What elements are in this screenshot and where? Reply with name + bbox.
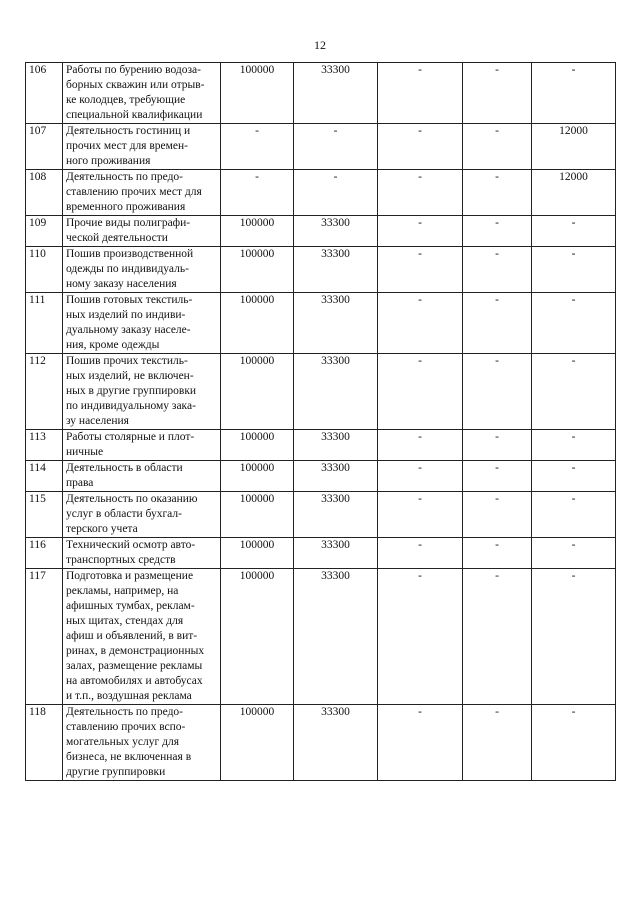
value-cell-3 bbox=[378, 569, 463, 705]
value-text: - bbox=[571, 294, 576, 306]
value-cell-4 bbox=[463, 354, 532, 430]
table-row bbox=[26, 247, 616, 293]
value-text: 100000 bbox=[239, 431, 275, 443]
value-text: 100000 bbox=[239, 248, 275, 260]
value-cell-3 bbox=[378, 538, 463, 569]
row-number-cell bbox=[26, 461, 63, 492]
value-text: - bbox=[333, 171, 338, 183]
value-cell-5 bbox=[532, 124, 616, 170]
activity-name-line: зу населения bbox=[66, 415, 129, 427]
value-cell-4 bbox=[463, 293, 532, 354]
value-cell-4 bbox=[463, 705, 532, 781]
value-cell-3 bbox=[378, 170, 463, 216]
table-row bbox=[26, 293, 616, 354]
value-text: - bbox=[571, 64, 576, 76]
activity-name-line: услуг в области бухгал- bbox=[66, 508, 182, 520]
value-text: - bbox=[418, 217, 422, 229]
activity-name-line: рекламы, например, на bbox=[66, 585, 179, 597]
value-cell-2 bbox=[294, 461, 378, 492]
value-text: 100000 bbox=[239, 539, 275, 551]
value-text: - bbox=[495, 462, 499, 474]
activity-name-line: Технический осмотр авто- bbox=[66, 539, 196, 551]
value-text: 33300 bbox=[321, 462, 350, 474]
value-cell-4 bbox=[463, 430, 532, 461]
value-cell-5 bbox=[532, 170, 616, 216]
value-text: - bbox=[571, 355, 576, 367]
value-text: - bbox=[418, 570, 422, 582]
activity-name-cell bbox=[63, 124, 221, 170]
value-text: - bbox=[418, 294, 422, 306]
value-text: - bbox=[418, 462, 422, 474]
value-cell-5 bbox=[532, 216, 616, 247]
value-cell-1 bbox=[221, 216, 294, 247]
value-text: - bbox=[495, 64, 499, 76]
row-number-cell bbox=[26, 170, 63, 216]
activity-name-line: борных скважин или отрыв- bbox=[66, 79, 205, 91]
activity-name-line: по индивидуальному зака- bbox=[66, 400, 196, 412]
value-text: - bbox=[571, 462, 576, 474]
value-text: 100000 bbox=[239, 462, 275, 474]
value-text: - bbox=[418, 431, 422, 443]
activity-name-line: временного проживания bbox=[66, 201, 186, 213]
row-number: 110 bbox=[29, 248, 46, 260]
value-text: - bbox=[571, 539, 576, 551]
activity-name-line: ного проживания bbox=[66, 155, 151, 167]
value-text: 33300 bbox=[321, 294, 350, 306]
activity-name-cell bbox=[63, 705, 221, 781]
activity-name-line: и т.п., воздушная реклама bbox=[66, 690, 192, 702]
value-cell-3 bbox=[378, 430, 463, 461]
table-row bbox=[26, 538, 616, 569]
value-cell-2 bbox=[294, 705, 378, 781]
activity-name-line: ных изделий по индиви- bbox=[66, 309, 186, 321]
value-cell-3 bbox=[378, 293, 463, 354]
row-number: 117 bbox=[29, 570, 46, 582]
value-cell-2 bbox=[294, 247, 378, 293]
value-cell-4 bbox=[463, 63, 532, 124]
activity-name-line: Прочие виды полиграфи- bbox=[66, 217, 191, 229]
activity-name-line: терского учета bbox=[66, 523, 138, 535]
value-text: - bbox=[333, 125, 338, 137]
value-text: - bbox=[495, 431, 499, 443]
value-text: - bbox=[495, 125, 499, 137]
value-cell-3 bbox=[378, 216, 463, 247]
row-number: 107 bbox=[29, 125, 47, 137]
row-number-cell bbox=[26, 492, 63, 538]
row-number-cell bbox=[26, 569, 63, 705]
value-text: 33300 bbox=[321, 539, 350, 551]
value-cell-4 bbox=[463, 538, 532, 569]
value-text: - bbox=[495, 294, 499, 306]
value-text: - bbox=[418, 64, 422, 76]
value-cell-5 bbox=[532, 538, 616, 569]
value-text: 33300 bbox=[321, 493, 350, 505]
value-cell-5 bbox=[532, 461, 616, 492]
value-cell-1 bbox=[221, 492, 294, 538]
activity-name-line: Пошив готовых текстиль- bbox=[66, 294, 193, 306]
value-cell-4 bbox=[463, 124, 532, 170]
row-number-cell bbox=[26, 247, 63, 293]
activity-name-line: Подготовка и размещение bbox=[66, 570, 194, 582]
activity-name-line: ничные bbox=[66, 446, 104, 458]
value-text: - bbox=[418, 125, 422, 137]
value-cell-2 bbox=[294, 492, 378, 538]
value-cell-1 bbox=[221, 461, 294, 492]
value-text: - bbox=[418, 706, 422, 718]
row-number-cell bbox=[26, 63, 63, 124]
value-text: - bbox=[495, 217, 499, 229]
value-text: - bbox=[571, 493, 576, 505]
activity-name-line: одежды по индивидуаль- bbox=[66, 263, 189, 275]
value-text: 100000 bbox=[239, 706, 275, 718]
row-number-cell bbox=[26, 538, 63, 569]
value-text: - bbox=[418, 493, 422, 505]
table-row bbox=[26, 216, 616, 247]
activity-name-line: могательных услуг для bbox=[66, 736, 179, 748]
activity-name-line: права bbox=[66, 477, 94, 489]
activity-name-line: другие группировки bbox=[66, 766, 166, 778]
table-row bbox=[26, 569, 616, 705]
value-text: - bbox=[495, 493, 499, 505]
activity-name-line: ке колодцев, требующие bbox=[66, 94, 186, 106]
value-text: 100000 bbox=[239, 493, 275, 505]
table-row bbox=[26, 430, 616, 461]
activity-name-line: Работы столярные и плот- bbox=[66, 431, 195, 443]
table-row bbox=[26, 63, 616, 124]
activity-name-line: специальной квалификации bbox=[66, 109, 203, 121]
table-body bbox=[26, 63, 616, 781]
activity-name-line: ставлению прочих вспо- bbox=[66, 721, 186, 733]
activity-name-line: Пошив прочих текстиль- bbox=[66, 355, 188, 367]
value-cell-1 bbox=[221, 170, 294, 216]
table-row bbox=[26, 124, 616, 170]
activity-name-line: ному заказу населения bbox=[66, 278, 177, 290]
value-cell-2 bbox=[294, 354, 378, 430]
activity-name-cell bbox=[63, 247, 221, 293]
activity-name-line: афиш и объявлений, в вит- bbox=[66, 630, 198, 642]
value-cell-1 bbox=[221, 354, 294, 430]
value-cell-3 bbox=[378, 461, 463, 492]
activity-table bbox=[25, 62, 616, 781]
value-cell-1 bbox=[221, 538, 294, 569]
value-cell-2 bbox=[294, 170, 378, 216]
activity-name-line: ческой деятельности bbox=[66, 232, 168, 244]
table-row bbox=[26, 170, 616, 216]
activity-name-line: афишных тумбах, реклам- bbox=[66, 600, 195, 612]
value-cell-5 bbox=[532, 430, 616, 461]
activity-name-cell bbox=[63, 293, 221, 354]
value-cell-1 bbox=[221, 63, 294, 124]
activity-name-line: ных в другие группировки bbox=[66, 385, 197, 397]
row-number: 106 bbox=[29, 64, 47, 76]
value-text: - bbox=[418, 248, 422, 260]
value-text: 100000 bbox=[239, 570, 275, 582]
value-cell-3 bbox=[378, 247, 463, 293]
activity-name-cell bbox=[63, 63, 221, 124]
value-text: - bbox=[255, 125, 259, 137]
value-cell-3 bbox=[378, 492, 463, 538]
value-text: 12000 bbox=[559, 171, 588, 183]
row-number: 112 bbox=[29, 355, 46, 367]
value-cell-4 bbox=[463, 461, 532, 492]
activity-name-line: Работы по бурению водоза- bbox=[66, 64, 201, 76]
row-number-cell bbox=[26, 124, 63, 170]
row-number: 111 bbox=[29, 294, 46, 306]
value-text: 33300 bbox=[321, 355, 350, 367]
value-text: - bbox=[418, 171, 422, 183]
activity-name-cell bbox=[63, 170, 221, 216]
row-number: 118 bbox=[29, 706, 46, 718]
value-cell-4 bbox=[463, 216, 532, 247]
value-text: 33300 bbox=[321, 706, 350, 718]
value-cell-2 bbox=[294, 569, 378, 705]
table-row bbox=[26, 461, 616, 492]
value-cell-1 bbox=[221, 430, 294, 461]
value-text: - bbox=[495, 706, 499, 718]
value-cell-4 bbox=[463, 492, 532, 538]
value-cell-1 bbox=[221, 293, 294, 354]
value-text: 100000 bbox=[239, 294, 275, 306]
value-cell-3 bbox=[378, 705, 463, 781]
value-text: - bbox=[571, 431, 576, 443]
value-text: - bbox=[571, 570, 576, 582]
value-text: 33300 bbox=[321, 64, 350, 76]
value-text: 100000 bbox=[239, 64, 275, 76]
activity-name-line: Деятельность по предо- bbox=[66, 171, 183, 183]
value-cell-2 bbox=[294, 538, 378, 569]
value-cell-1 bbox=[221, 569, 294, 705]
activity-name-line: бизнеса, не включенная в bbox=[66, 751, 192, 763]
value-cell-2 bbox=[294, 216, 378, 247]
value-text: 33300 bbox=[321, 248, 350, 260]
row-number-cell bbox=[26, 430, 63, 461]
table-row bbox=[26, 705, 616, 781]
table-row bbox=[26, 354, 616, 430]
value-cell-1 bbox=[221, 705, 294, 781]
value-text: 33300 bbox=[321, 217, 350, 229]
value-cell-3 bbox=[378, 354, 463, 430]
activity-name-line: Деятельность гостиниц и bbox=[66, 125, 191, 137]
activity-name-cell bbox=[63, 461, 221, 492]
activity-name-cell bbox=[63, 216, 221, 247]
value-text: - bbox=[418, 539, 422, 551]
row-number: 113 bbox=[29, 431, 46, 443]
activity-name-line: ных щитах, стендах для bbox=[66, 615, 184, 627]
activity-name-line: ставлению прочих мест для bbox=[66, 186, 202, 198]
activity-name-cell bbox=[63, 538, 221, 569]
value-cell-3 bbox=[378, 124, 463, 170]
activity-name-line: Пошив производственной bbox=[66, 248, 194, 260]
value-cell-4 bbox=[463, 247, 532, 293]
activity-name-cell bbox=[63, 569, 221, 705]
value-cell-1 bbox=[221, 247, 294, 293]
value-text: 100000 bbox=[239, 217, 275, 229]
activity-name-cell bbox=[63, 492, 221, 538]
activity-name-line: Деятельность по предо- bbox=[66, 706, 183, 718]
value-text: - bbox=[495, 539, 499, 551]
value-text: - bbox=[495, 248, 499, 260]
activity-name-line: на автомобилях и автобусах bbox=[66, 675, 203, 687]
value-cell-5 bbox=[532, 247, 616, 293]
row-number: 115 bbox=[29, 493, 46, 505]
value-cell-3 bbox=[378, 63, 463, 124]
activity-name-line: ринах, в демонстрационных bbox=[66, 645, 205, 657]
activity-name-line: ния, кроме одежды bbox=[66, 339, 160, 351]
activity-name-line: Деятельность в области bbox=[66, 462, 183, 474]
value-cell-2 bbox=[294, 430, 378, 461]
table-row bbox=[26, 492, 616, 538]
page-number: 12 bbox=[314, 38, 326, 52]
activity-name-line: прочих мест для времен- bbox=[66, 140, 188, 152]
row-number: 108 bbox=[29, 171, 47, 183]
row-number: 116 bbox=[29, 539, 46, 551]
activity-name-line: Деятельность по оказанию bbox=[66, 493, 198, 505]
value-text: 33300 bbox=[321, 431, 350, 443]
row-number: 114 bbox=[29, 462, 46, 474]
value-text: - bbox=[418, 355, 422, 367]
value-text: 33300 bbox=[321, 570, 350, 582]
value-cell-5 bbox=[532, 492, 616, 538]
value-cell-5 bbox=[532, 63, 616, 124]
value-cell-5 bbox=[532, 354, 616, 430]
value-cell-5 bbox=[532, 705, 616, 781]
value-text: 100000 bbox=[239, 355, 275, 367]
activity-name-line: ных изделий, не включен- bbox=[66, 370, 194, 382]
activity-name-cell bbox=[63, 354, 221, 430]
value-cell-2 bbox=[294, 124, 378, 170]
activity-name-line: транспортных средств bbox=[66, 554, 176, 566]
row-number-cell bbox=[26, 216, 63, 247]
value-text: 12000 bbox=[559, 125, 588, 137]
value-cell-1 bbox=[221, 124, 294, 170]
activity-name-line: залах, размещение рекламы bbox=[66, 660, 203, 672]
value-cell-5 bbox=[532, 293, 616, 354]
activity-name-line: дуальному заказу населе- bbox=[66, 324, 191, 336]
value-text: - bbox=[571, 248, 576, 260]
value-cell-2 bbox=[294, 63, 378, 124]
activity-name-cell bbox=[63, 430, 221, 461]
value-text: - bbox=[495, 171, 499, 183]
value-text: - bbox=[571, 217, 576, 229]
value-cell-5 bbox=[532, 569, 616, 705]
value-text: - bbox=[571, 706, 576, 718]
value-cell-2 bbox=[294, 293, 378, 354]
row-number-cell bbox=[26, 293, 63, 354]
value-text: - bbox=[495, 355, 499, 367]
value-text: - bbox=[495, 570, 499, 582]
value-cell-4 bbox=[463, 170, 532, 216]
value-cell-4 bbox=[463, 569, 532, 705]
value-text: - bbox=[255, 171, 259, 183]
row-number-cell bbox=[26, 354, 63, 430]
row-number-cell bbox=[26, 705, 63, 781]
row-number: 109 bbox=[29, 217, 47, 229]
